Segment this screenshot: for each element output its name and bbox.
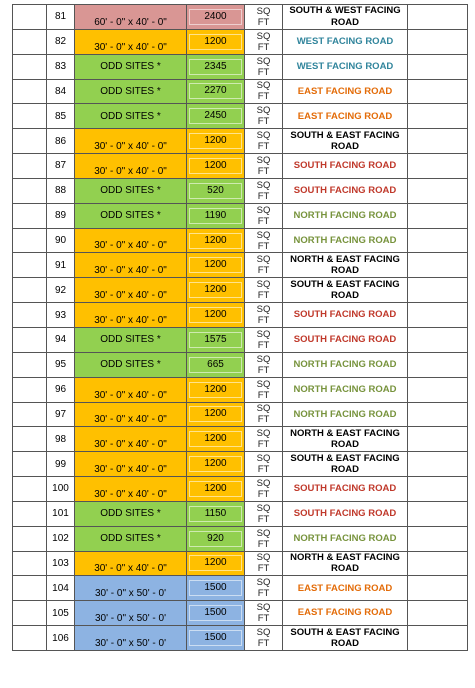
plot-area: 1200 bbox=[189, 307, 242, 323]
plot-dimension: ODD SITES * bbox=[75, 526, 187, 551]
area-unit-line1: SQ bbox=[256, 527, 271, 539]
area-unit-line1: SQ bbox=[256, 627, 271, 639]
table-row bbox=[13, 601, 468, 626]
plot-area-cell bbox=[187, 79, 245, 104]
blank-cell bbox=[13, 54, 47, 79]
blank-cell bbox=[13, 154, 47, 179]
area-unit-line2: FT bbox=[257, 563, 270, 575]
plot-area-cell bbox=[187, 5, 245, 30]
area-unit bbox=[245, 576, 283, 601]
table-row bbox=[13, 576, 468, 601]
area-unit-line1: SQ bbox=[256, 55, 271, 67]
area-unit bbox=[245, 104, 283, 129]
table-row bbox=[13, 626, 468, 651]
area-unit-line1: SQ bbox=[256, 179, 271, 191]
blank-cell bbox=[408, 79, 468, 104]
plot-area-cell bbox=[187, 278, 245, 303]
plot-number: 96 bbox=[47, 377, 75, 402]
area-unit-line1: SQ bbox=[256, 403, 271, 415]
plot-number: 89 bbox=[47, 203, 75, 228]
area-unit bbox=[245, 178, 283, 203]
area-unit-line2: FT bbox=[257, 16, 270, 28]
plot-table-body bbox=[13, 5, 468, 651]
plot-area-cell bbox=[187, 526, 245, 551]
road-facing: EAST FACING ROAD bbox=[283, 79, 408, 104]
plot-dimension: ODD SITES * bbox=[75, 352, 187, 377]
area-unit bbox=[245, 154, 283, 179]
table-row bbox=[13, 352, 468, 377]
area-unit-line2: FT bbox=[257, 41, 270, 53]
table-row bbox=[13, 154, 468, 179]
blank-cell bbox=[13, 352, 47, 377]
area-unit bbox=[245, 377, 283, 402]
plot-area: 1200 bbox=[189, 257, 242, 273]
plot-area-cell bbox=[187, 54, 245, 79]
plot-area: 1500 bbox=[189, 605, 242, 621]
road-facing: SOUTH & WEST FACING ROAD bbox=[283, 5, 408, 30]
plot-area: 1150 bbox=[189, 506, 242, 522]
table-row bbox=[13, 402, 468, 427]
road-facing: SOUTH FACING ROAD bbox=[283, 477, 408, 502]
area-unit-line2: FT bbox=[257, 339, 270, 351]
plot-area-cell bbox=[187, 178, 245, 203]
plot-dimension: ODD SITES * bbox=[75, 327, 187, 352]
road-facing: SOUTH FACING ROAD bbox=[283, 327, 408, 352]
area-unit-line2: FT bbox=[257, 464, 270, 476]
area-unit-line1: SQ bbox=[256, 130, 271, 142]
area-unit-line1: SQ bbox=[256, 254, 271, 266]
plot-area: 665 bbox=[189, 357, 242, 373]
blank-cell bbox=[13, 526, 47, 551]
plot-number: 97 bbox=[47, 402, 75, 427]
plot-area-cell bbox=[187, 626, 245, 651]
blank-cell bbox=[13, 104, 47, 129]
plot-number: 94 bbox=[47, 327, 75, 352]
plot-number: 91 bbox=[47, 253, 75, 278]
road-facing: SOUTH & EAST FACING ROAD bbox=[283, 626, 408, 651]
plot-dimension: 30' - 0" x 40' - 0" bbox=[75, 253, 187, 278]
blank-cell bbox=[408, 203, 468, 228]
plot-area-cell bbox=[187, 203, 245, 228]
blank-cell bbox=[13, 29, 47, 54]
road-facing: SOUTH FACING ROAD bbox=[283, 501, 408, 526]
blank-cell bbox=[13, 203, 47, 228]
table-row bbox=[13, 327, 468, 352]
plot-number: 106 bbox=[47, 626, 75, 651]
plot-number: 84 bbox=[47, 79, 75, 104]
blank-cell bbox=[13, 253, 47, 278]
plot-area-cell bbox=[187, 228, 245, 253]
plot-dimension: 30' - 0" x 40' - 0" bbox=[75, 129, 187, 154]
area-unit-line1: SQ bbox=[256, 453, 271, 465]
plot-area: 1575 bbox=[189, 332, 242, 348]
table-row bbox=[13, 203, 468, 228]
plot-dimension: ODD SITES * bbox=[75, 54, 187, 79]
plot-area: 1200 bbox=[189, 158, 242, 174]
plot-dimension: ODD SITES * bbox=[75, 79, 187, 104]
table-row bbox=[13, 501, 468, 526]
plot-area: 2400 bbox=[189, 9, 242, 25]
area-unit bbox=[245, 228, 283, 253]
area-unit-line2: FT bbox=[257, 588, 270, 600]
plot-number: 81 bbox=[47, 5, 75, 30]
plot-area: 1200 bbox=[189, 456, 242, 472]
road-facing: EAST FACING ROAD bbox=[283, 601, 408, 626]
area-unit-line2: FT bbox=[257, 141, 270, 153]
road-facing: NORTH & EAST FACING ROAD bbox=[283, 253, 408, 278]
plot-dimension: 30' - 0" x 50' - 0' bbox=[75, 601, 187, 626]
blank-cell bbox=[13, 601, 47, 626]
blank-cell bbox=[408, 626, 468, 651]
area-unit-line2: FT bbox=[257, 290, 270, 302]
area-unit bbox=[245, 402, 283, 427]
blank-cell bbox=[408, 129, 468, 154]
road-facing: NORTH & EAST FACING ROAD bbox=[283, 427, 408, 452]
road-facing: SOUTH FACING ROAD bbox=[283, 303, 408, 328]
area-unit-line2: FT bbox=[257, 538, 270, 550]
plot-number: 93 bbox=[47, 303, 75, 328]
blank-cell bbox=[13, 5, 47, 30]
area-unit-line1: SQ bbox=[256, 80, 271, 92]
plot-area: 520 bbox=[189, 183, 242, 199]
road-facing: SOUTH & EAST FACING ROAD bbox=[283, 278, 408, 303]
road-facing: SOUTH & EAST FACING ROAD bbox=[283, 129, 408, 154]
area-unit-line1: SQ bbox=[256, 328, 271, 340]
plot-number: 102 bbox=[47, 526, 75, 551]
blank-cell bbox=[13, 626, 47, 651]
plot-number: 100 bbox=[47, 477, 75, 502]
plot-area-cell bbox=[187, 253, 245, 278]
blank-cell bbox=[13, 178, 47, 203]
blank-cell bbox=[408, 327, 468, 352]
plot-area: 2450 bbox=[189, 108, 242, 124]
plot-dimension: 30' - 0" x 40' - 0" bbox=[75, 303, 187, 328]
area-unit-line2: FT bbox=[257, 364, 270, 376]
area-unit-line2: FT bbox=[257, 165, 270, 177]
plot-area-cell bbox=[187, 377, 245, 402]
plot-area-cell bbox=[187, 576, 245, 601]
plot-area: 1200 bbox=[189, 34, 242, 50]
plot-number: 101 bbox=[47, 501, 75, 526]
plot-number: 87 bbox=[47, 154, 75, 179]
blank-cell bbox=[408, 104, 468, 129]
road-facing: NORTH FACING ROAD bbox=[283, 352, 408, 377]
area-unit-line1: SQ bbox=[256, 204, 271, 216]
table-row bbox=[13, 427, 468, 452]
area-unit-line2: FT bbox=[257, 315, 270, 327]
plot-area-cell bbox=[187, 29, 245, 54]
area-unit-line2: FT bbox=[257, 414, 270, 426]
blank-cell bbox=[408, 427, 468, 452]
area-unit-line2: FT bbox=[257, 439, 270, 451]
plot-number: 95 bbox=[47, 352, 75, 377]
plot-dimension: ODD SITES * bbox=[75, 203, 187, 228]
area-unit-line1: SQ bbox=[256, 477, 271, 489]
blank-cell bbox=[408, 228, 468, 253]
plot-area: 2345 bbox=[189, 59, 242, 75]
plot-area: 1200 bbox=[189, 133, 242, 149]
blank-cell bbox=[408, 377, 468, 402]
blank-cell bbox=[408, 29, 468, 54]
area-unit-line2: FT bbox=[257, 66, 270, 78]
area-unit-line1: SQ bbox=[256, 577, 271, 589]
plot-number: 90 bbox=[47, 228, 75, 253]
plot-number: 98 bbox=[47, 427, 75, 452]
plot-area: 1200 bbox=[189, 382, 242, 398]
plot-area: 1500 bbox=[189, 580, 242, 596]
plot-dimension: 30' - 0" x 40' - 0" bbox=[75, 551, 187, 576]
table-row bbox=[13, 79, 468, 104]
road-facing: NORTH FACING ROAD bbox=[283, 228, 408, 253]
area-unit-line1: SQ bbox=[256, 378, 271, 390]
area-unit-line1: SQ bbox=[256, 30, 271, 42]
area-unit bbox=[245, 54, 283, 79]
plot-dimension: ODD SITES * bbox=[75, 178, 187, 203]
table-row bbox=[13, 377, 468, 402]
table-row bbox=[13, 54, 468, 79]
plot-area-cell bbox=[187, 303, 245, 328]
plot-dimension: 30' - 0" x 40' - 0" bbox=[75, 402, 187, 427]
plot-area-cell bbox=[187, 427, 245, 452]
blank-cell bbox=[13, 576, 47, 601]
plot-dimension: ODD SITES * bbox=[75, 104, 187, 129]
plot-dimension: 30' - 0" x 40' - 0" bbox=[75, 452, 187, 477]
blank-cell bbox=[408, 278, 468, 303]
area-unit-line2: FT bbox=[257, 265, 270, 277]
plot-area: 1200 bbox=[189, 431, 242, 447]
area-unit bbox=[245, 129, 283, 154]
area-unit bbox=[245, 626, 283, 651]
road-facing: EAST FACING ROAD bbox=[283, 576, 408, 601]
blank-cell bbox=[13, 427, 47, 452]
plot-dimension: 30' - 0" x 40' - 0" bbox=[75, 29, 187, 54]
blank-cell bbox=[408, 452, 468, 477]
blank-cell bbox=[13, 129, 47, 154]
area-unit bbox=[245, 501, 283, 526]
road-facing: NORTH FACING ROAD bbox=[283, 402, 408, 427]
area-unit-line1: SQ bbox=[256, 154, 271, 166]
table-row bbox=[13, 5, 468, 30]
table-row bbox=[13, 303, 468, 328]
area-unit-line2: FT bbox=[257, 116, 270, 128]
table-row bbox=[13, 452, 468, 477]
plot-area: 1500 bbox=[189, 630, 242, 646]
area-unit bbox=[245, 79, 283, 104]
blank-cell bbox=[408, 154, 468, 179]
plot-area-cell bbox=[187, 327, 245, 352]
area-unit bbox=[245, 601, 283, 626]
blank-cell bbox=[13, 377, 47, 402]
plot-table bbox=[12, 4, 468, 651]
area-unit-line1: SQ bbox=[256, 602, 271, 614]
table-row bbox=[13, 228, 468, 253]
area-unit-line2: FT bbox=[257, 389, 270, 401]
plot-number: 82 bbox=[47, 29, 75, 54]
plot-dimension: 30' - 0" x 50' - 0' bbox=[75, 576, 187, 601]
plot-dimension: 30' - 0" x 50' - 0' bbox=[75, 626, 187, 651]
area-unit-line1: SQ bbox=[256, 428, 271, 440]
blank-cell bbox=[408, 551, 468, 576]
area-unit bbox=[245, 29, 283, 54]
plot-area: 1200 bbox=[189, 406, 242, 422]
table-row bbox=[13, 526, 468, 551]
plot-number: 85 bbox=[47, 104, 75, 129]
blank-cell bbox=[13, 402, 47, 427]
plot-area: 1200 bbox=[189, 555, 242, 571]
blank-cell bbox=[13, 228, 47, 253]
plot-number: 99 bbox=[47, 452, 75, 477]
area-unit bbox=[245, 203, 283, 228]
plot-number: 104 bbox=[47, 576, 75, 601]
plot-area: 1200 bbox=[189, 233, 242, 249]
area-unit bbox=[245, 427, 283, 452]
blank-cell bbox=[408, 178, 468, 203]
plot-area-cell bbox=[187, 501, 245, 526]
road-facing: SOUTH & EAST FACING ROAD bbox=[283, 452, 408, 477]
table-row bbox=[13, 178, 468, 203]
area-unit-line2: FT bbox=[257, 513, 270, 525]
blank-cell bbox=[13, 278, 47, 303]
area-unit-line2: FT bbox=[257, 240, 270, 252]
area-unit-line1: SQ bbox=[256, 552, 271, 564]
road-facing: WEST FACING ROAD bbox=[283, 29, 408, 54]
blank-cell bbox=[13, 327, 47, 352]
road-facing: WEST FACING ROAD bbox=[283, 54, 408, 79]
area-unit bbox=[245, 526, 283, 551]
area-unit-line2: FT bbox=[257, 613, 270, 625]
blank-cell bbox=[408, 601, 468, 626]
blank-cell bbox=[13, 551, 47, 576]
area-unit bbox=[245, 352, 283, 377]
plot-number: 83 bbox=[47, 54, 75, 79]
plot-dimension: 30' - 0" x 40' - 0" bbox=[75, 154, 187, 179]
blank-cell bbox=[408, 501, 468, 526]
plot-area-cell bbox=[187, 452, 245, 477]
area-unit bbox=[245, 327, 283, 352]
plot-dimension: 30' - 0" x 40' - 0" bbox=[75, 427, 187, 452]
table-row bbox=[13, 477, 468, 502]
plot-number: 88 bbox=[47, 178, 75, 203]
blank-cell bbox=[13, 501, 47, 526]
area-unit bbox=[245, 477, 283, 502]
plot-number: 105 bbox=[47, 601, 75, 626]
area-unit-line1: SQ bbox=[256, 5, 271, 17]
blank-cell bbox=[408, 402, 468, 427]
road-facing: SOUTH FACING ROAD bbox=[283, 154, 408, 179]
plot-area: 1200 bbox=[189, 282, 242, 298]
plot-dimension: 30' - 0" x 40' - 0" bbox=[75, 477, 187, 502]
table-row bbox=[13, 551, 468, 576]
plot-area: 1200 bbox=[189, 481, 242, 497]
blank-cell bbox=[408, 352, 468, 377]
area-unit-line1: SQ bbox=[256, 353, 271, 365]
plot-area-cell bbox=[187, 352, 245, 377]
table-row bbox=[13, 104, 468, 129]
plot-area: 920 bbox=[189, 531, 242, 547]
plot-area-cell bbox=[187, 477, 245, 502]
plot-dimension: 30' - 0" x 40' - 0" bbox=[75, 377, 187, 402]
area-unit-line2: FT bbox=[257, 190, 270, 202]
table-row bbox=[13, 253, 468, 278]
blank-cell bbox=[408, 576, 468, 601]
table-row bbox=[13, 129, 468, 154]
plot-dimension: 60' - 0" x 40' - 0" bbox=[75, 5, 187, 30]
plot-area-cell bbox=[187, 551, 245, 576]
plot-area: 1190 bbox=[189, 208, 242, 224]
area-unit-line1: SQ bbox=[256, 304, 271, 316]
plot-area-cell bbox=[187, 129, 245, 154]
area-unit bbox=[245, 551, 283, 576]
blank-cell bbox=[408, 303, 468, 328]
area-unit-line2: FT bbox=[257, 488, 270, 500]
plot-number: 92 bbox=[47, 278, 75, 303]
road-facing: SOUTH FACING ROAD bbox=[283, 178, 408, 203]
blank-cell bbox=[13, 303, 47, 328]
area-unit bbox=[245, 452, 283, 477]
road-facing: NORTH FACING ROAD bbox=[283, 526, 408, 551]
road-facing: NORTH FACING ROAD bbox=[283, 377, 408, 402]
area-unit bbox=[245, 303, 283, 328]
blank-cell bbox=[13, 79, 47, 104]
area-unit-line1: SQ bbox=[256, 279, 271, 291]
blank-cell bbox=[408, 477, 468, 502]
blank-cell bbox=[408, 5, 468, 30]
area-unit bbox=[245, 278, 283, 303]
plot-number: 86 bbox=[47, 129, 75, 154]
table-row bbox=[13, 29, 468, 54]
road-facing: NORTH FACING ROAD bbox=[283, 203, 408, 228]
blank-cell bbox=[13, 477, 47, 502]
area-unit bbox=[245, 253, 283, 278]
plot-number: 103 bbox=[47, 551, 75, 576]
plot-area-cell bbox=[187, 601, 245, 626]
blank-cell bbox=[408, 253, 468, 278]
plot-area-cell bbox=[187, 104, 245, 129]
blank-cell bbox=[408, 526, 468, 551]
plot-area: 2270 bbox=[189, 83, 242, 99]
table-row bbox=[13, 278, 468, 303]
plot-dimension: ODD SITES * bbox=[75, 501, 187, 526]
area-unit-line2: FT bbox=[257, 91, 270, 103]
road-facing: EAST FACING ROAD bbox=[283, 104, 408, 129]
area-unit-line1: SQ bbox=[256, 105, 271, 117]
blank-cell bbox=[408, 54, 468, 79]
area-unit-line1: SQ bbox=[256, 229, 271, 241]
area-unit bbox=[245, 5, 283, 30]
area-unit-line2: FT bbox=[257, 215, 270, 227]
area-unit-line1: SQ bbox=[256, 502, 271, 514]
blank-cell bbox=[13, 452, 47, 477]
road-facing: NORTH & EAST FACING ROAD bbox=[283, 551, 408, 576]
plot-area-cell bbox=[187, 154, 245, 179]
area-unit-line2: FT bbox=[257, 638, 270, 650]
plot-area-cell bbox=[187, 402, 245, 427]
plot-dimension: 30' - 0" x 40' - 0" bbox=[75, 278, 187, 303]
plot-dimension: 30' - 0" x 40' - 0" bbox=[75, 228, 187, 253]
